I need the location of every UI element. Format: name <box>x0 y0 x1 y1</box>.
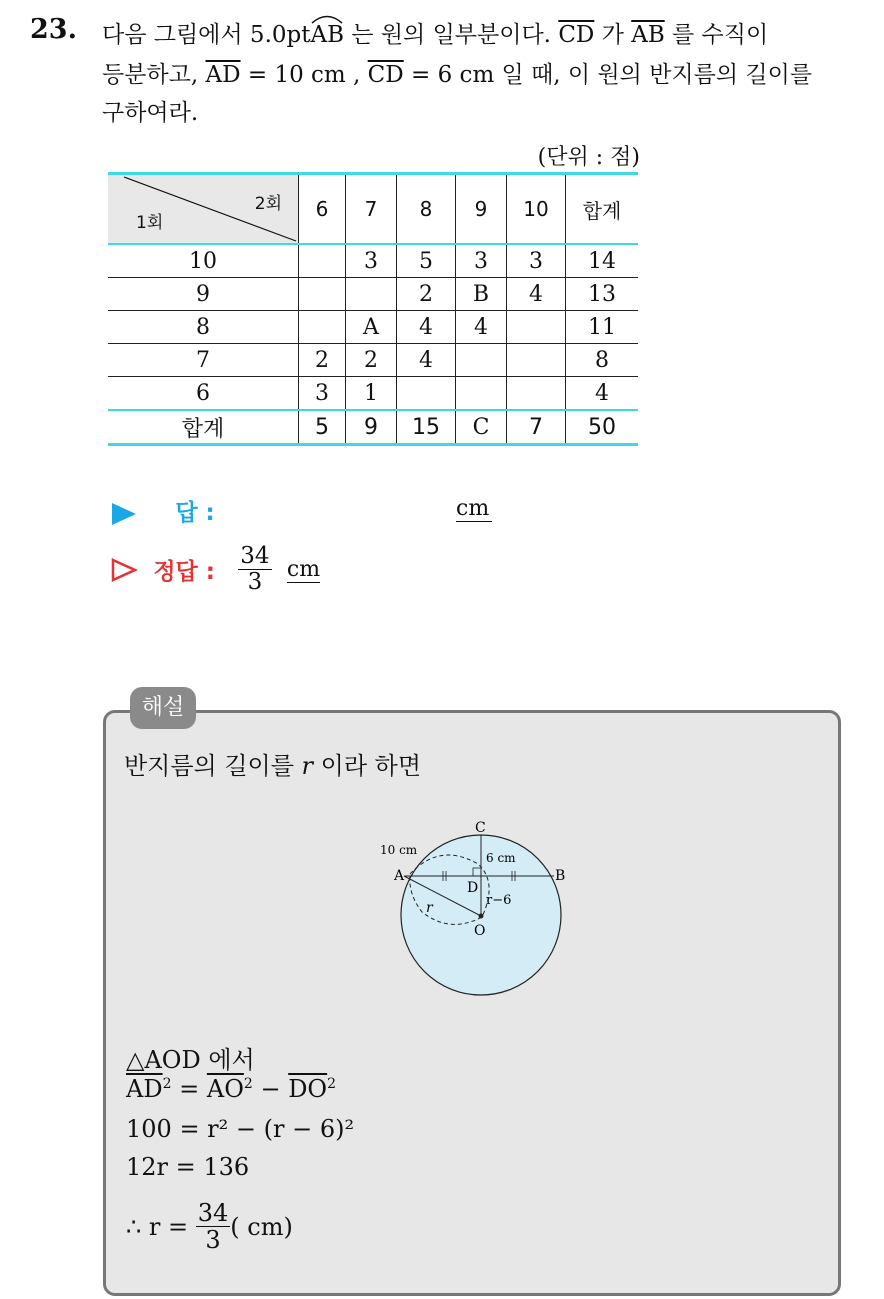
question-line-2: 등분하고, $\overline{AD} = 10$ cm , $\overline{CD} = 6$ cm 일 때, 이 원의 반지름의 길이를 <box>102 62 813 88</box>
cell: 8 <box>566 344 639 377</box>
col-header-label: 2회 <box>254 194 282 214</box>
radius-fraction: $\frac{34}{3}$ <box>197 1199 229 1255</box>
row-label: 8 <box>108 311 299 344</box>
question-line-3: 구하여라. <box>102 100 199 126</box>
label-a: A <box>394 868 405 884</box>
correct-label: 정답 : <box>153 559 215 586</box>
label-b: B <box>555 868 566 884</box>
cell: 14 <box>566 244 639 278</box>
score-table <box>108 172 638 446</box>
cell: B <box>456 278 507 311</box>
row-label: 7 <box>108 344 299 377</box>
row-label: 합계 <box>108 410 299 445</box>
cell <box>507 344 566 377</box>
table-header-row <box>108 174 638 245</box>
cell: 3 <box>456 244 507 278</box>
correct-fraction: $\frac{34}{3}$ <box>240 543 270 596</box>
circle-figure <box>370 812 600 1007</box>
cell <box>507 311 566 344</box>
cell: 4 <box>456 311 507 344</box>
cell <box>346 278 397 311</box>
cell <box>397 377 456 411</box>
cell <box>456 344 507 377</box>
diagonal-header <box>108 174 299 245</box>
cell <box>299 311 346 344</box>
row-label: 6 <box>108 377 299 411</box>
center-point <box>479 914 484 919</box>
segment-ab: $\overline{AB}$ <box>631 22 665 48</box>
table-row <box>108 244 638 278</box>
col-header: 9 <box>456 174 507 245</box>
cell <box>456 377 507 411</box>
cell: 1 <box>346 377 397 411</box>
col-header: 8 <box>397 174 456 245</box>
cell <box>299 278 346 311</box>
arc-ab: AB <box>310 22 344 48</box>
cell: 7 <box>507 410 566 445</box>
col-header: 6 <box>299 174 346 245</box>
cell: 50 <box>566 410 639 445</box>
row-label: 9 <box>108 278 299 311</box>
cell: A <box>346 311 397 344</box>
cell: 2 <box>346 344 397 377</box>
outline-play-icon <box>110 557 138 583</box>
explanation-tag: 해설 <box>130 687 196 729</box>
explanation-line-3: 100 = r² − (r − 6)² <box>126 1115 355 1143</box>
cell: 4 <box>397 311 456 344</box>
cell: 13 <box>566 278 639 311</box>
cell: 5 <box>299 410 346 445</box>
label-r: r <box>426 900 433 916</box>
cell: 2 <box>397 278 456 311</box>
answer-label: 답 : <box>175 500 215 526</box>
label-d: D <box>467 880 479 896</box>
table-row <box>108 377 638 411</box>
explanation-line-2: $\overline{AD}^2 = \overline{AO}^2 - \overline{DO}^2$ <box>126 1075 337 1103</box>
segment-cd: $\overline{CD}$ <box>558 22 595 48</box>
row-label: 10 <box>108 244 299 278</box>
cell <box>299 244 346 278</box>
segment-cd-2: $\overline{CD}$ <box>367 62 404 88</box>
correct-unit: cm <box>286 557 321 583</box>
play-icon <box>110 501 138 527</box>
explanation-intro: 반지름의 길이를 r 이라 하면 <box>124 752 422 780</box>
cell: 4 <box>507 278 566 311</box>
cell: C <box>456 410 507 445</box>
row-header-label: 1회 <box>136 213 164 233</box>
col-header: 7 <box>346 174 397 245</box>
cell: 4 <box>566 377 639 411</box>
label-6cm: 6 cm <box>486 851 516 865</box>
correct-answer-row <box>110 544 320 596</box>
col-header: 10 <box>507 174 566 245</box>
arc-mark <box>310 12 344 24</box>
answer-unit: cm <box>456 496 492 522</box>
cell: 15 <box>397 410 456 445</box>
explanation-line-5: ∴ r = $\frac{34}{3}$ ( cm) <box>126 1199 293 1255</box>
q-text: 다음 그림에서 5.0pt <box>102 22 311 48</box>
cell: 3 <box>346 244 397 278</box>
label-c: C <box>475 820 486 836</box>
table-row <box>108 311 638 344</box>
segment-ad: $\overline{AD}$ <box>205 62 241 88</box>
question-number: 23. <box>30 14 77 45</box>
table-row <box>108 344 638 377</box>
label-10cm: 10 cm <box>380 843 418 857</box>
explanation-line-4: 12r = 136 <box>126 1153 250 1181</box>
label-r-minus-6: r−6 <box>486 893 512 908</box>
cell <box>507 377 566 411</box>
table-total-row <box>108 410 638 445</box>
cell: 3 <box>507 244 566 278</box>
table-row <box>108 278 638 311</box>
cell: 5 <box>397 244 456 278</box>
cell: 4 <box>397 344 456 377</box>
explanation-line-1: △AOD 에서 <box>126 1046 255 1074</box>
unit-note: (단위 : 점) <box>537 145 640 170</box>
cell: 2 <box>299 344 346 377</box>
cell: 3 <box>299 377 346 411</box>
question-line-1: 다음 그림에서 5.0pt AB 는 원의 일부분이다. $\overline{CD}$ 가 $\overline{AB}$ 를 수직이 <box>102 16 768 49</box>
cell: 9 <box>346 410 397 445</box>
cell: 11 <box>566 311 639 344</box>
label-o: O <box>474 923 486 939</box>
answer-row <box>110 494 215 527</box>
col-header: 합계 <box>566 174 639 245</box>
